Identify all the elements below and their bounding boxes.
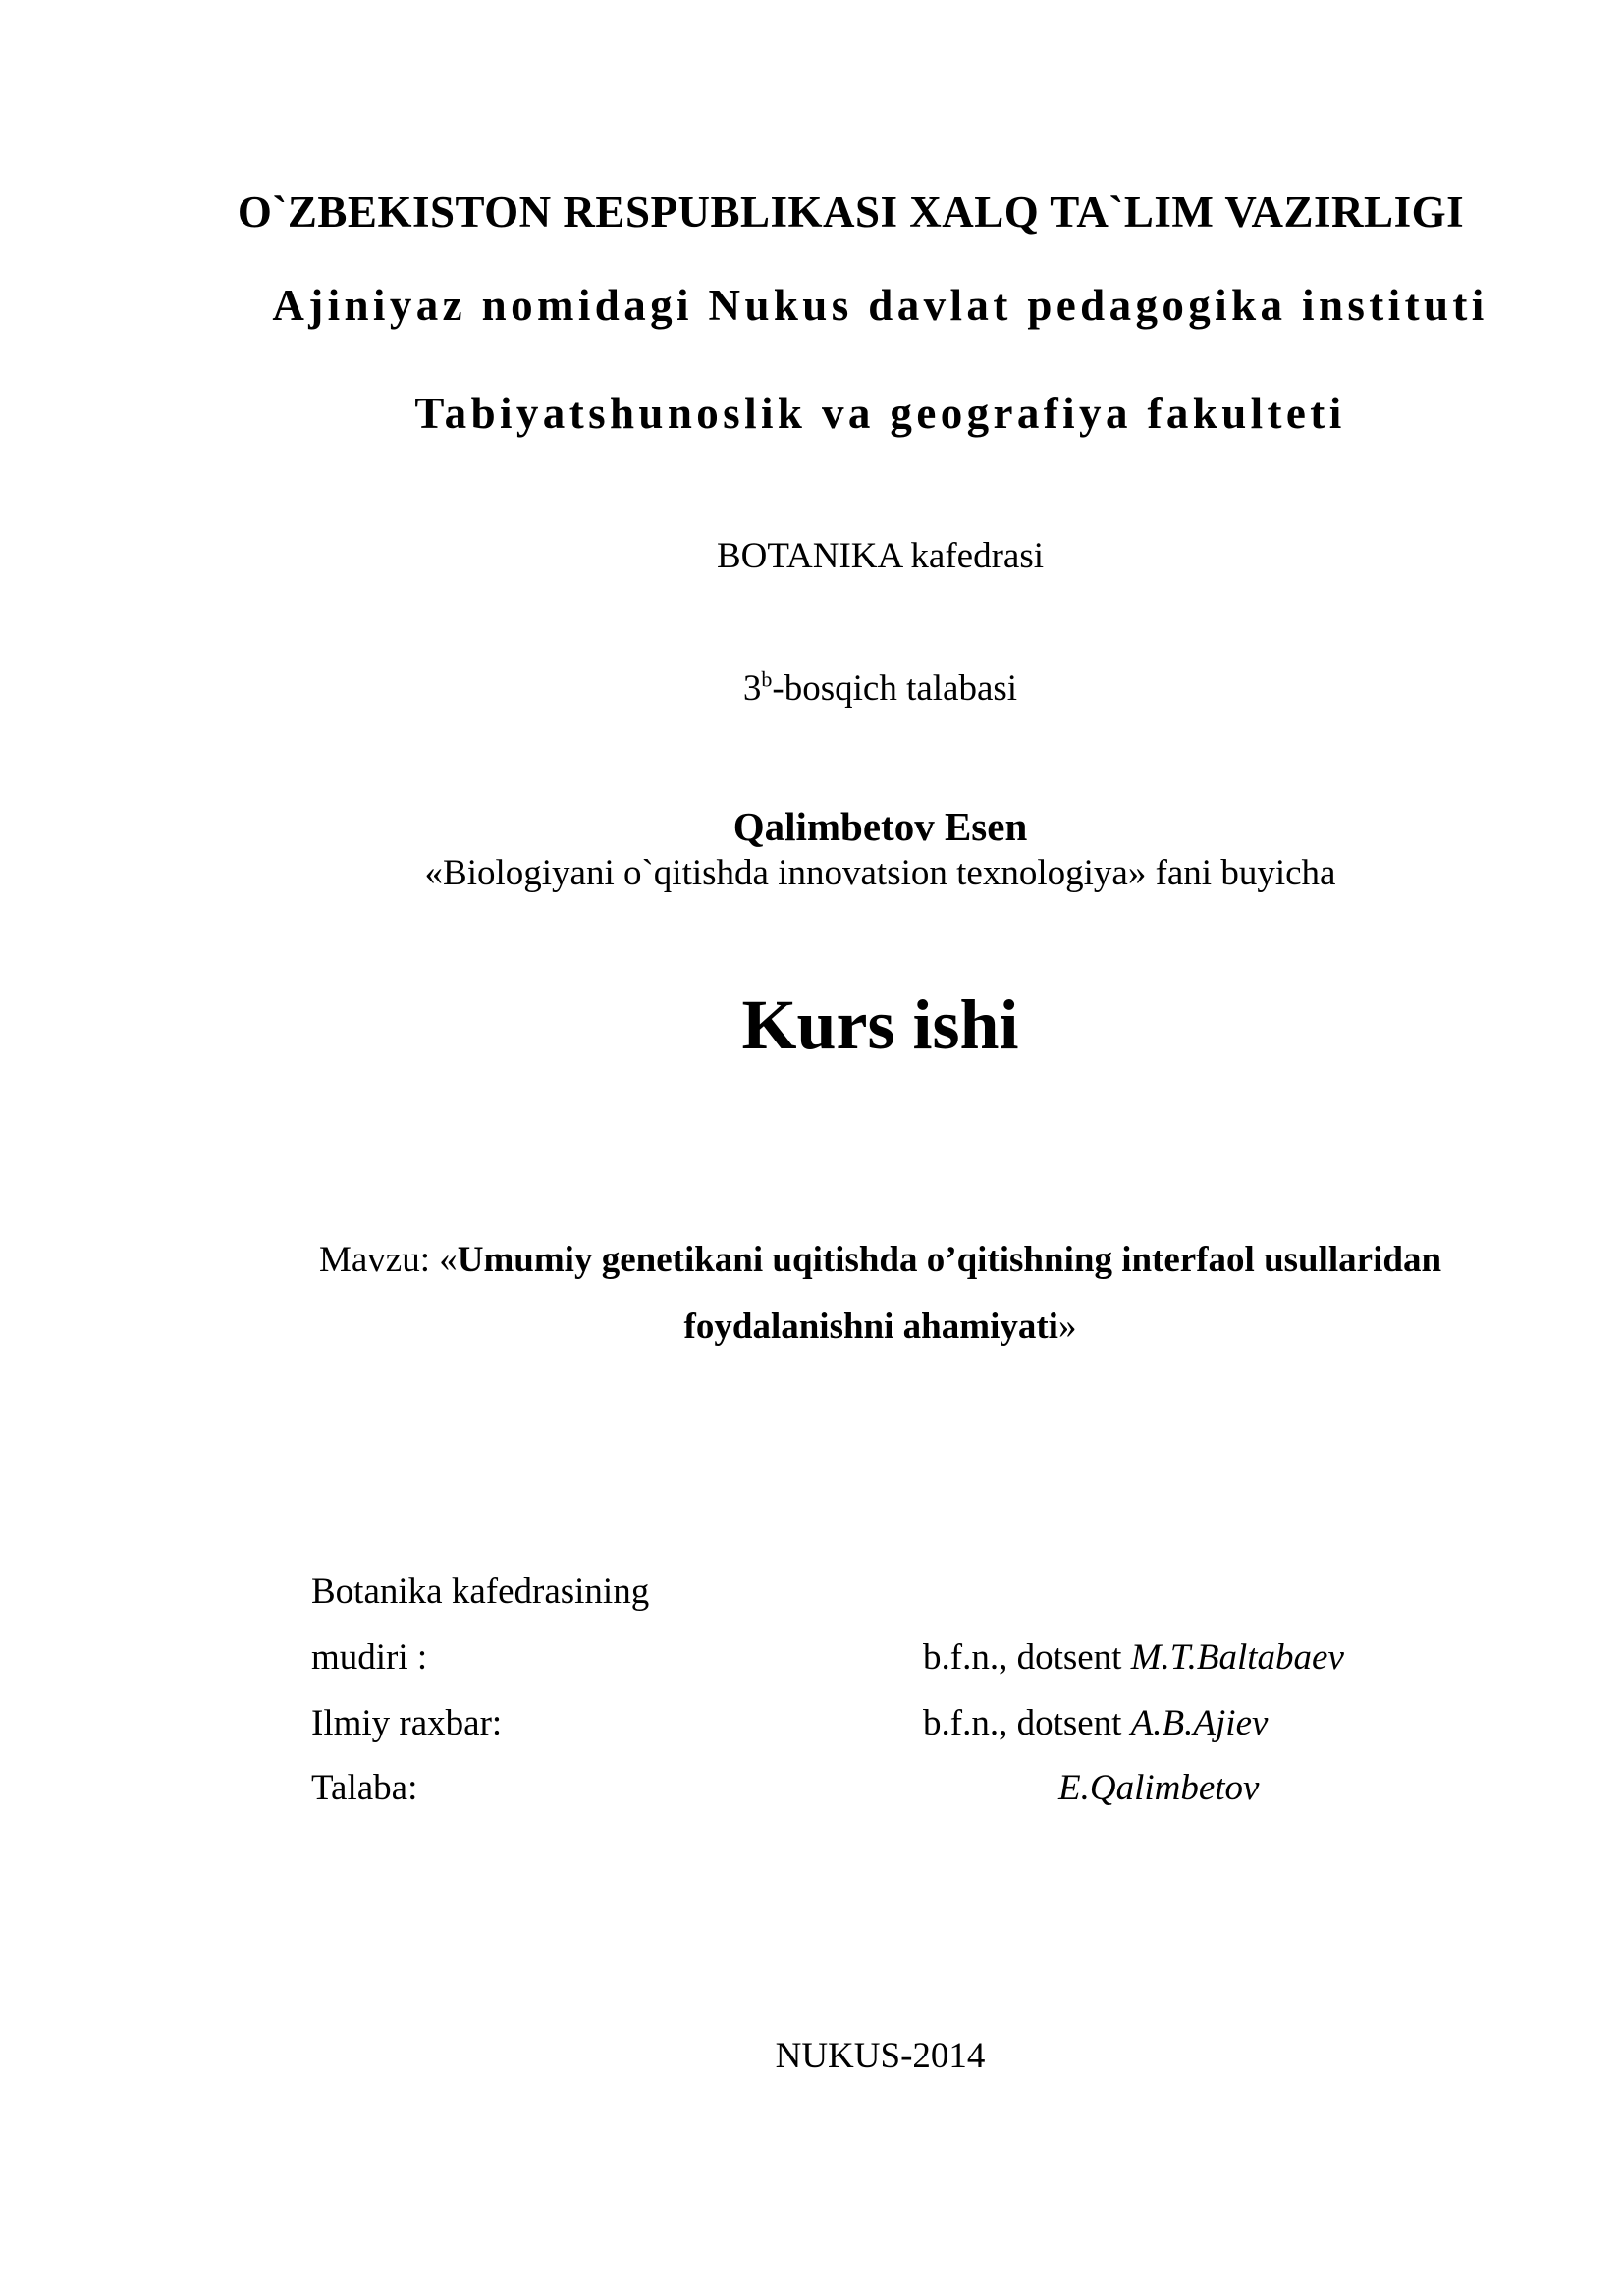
topic-text-2: foydalanishni ahamiyati <box>683 1307 1058 1347</box>
stage-number: 3 <box>742 668 762 709</box>
advisor-signature <box>923 1702 1268 1744</box>
advisor-title: b.f.n., dotsent <box>923 1703 1131 1743</box>
stage-superscript: b <box>761 667 773 692</box>
head-name: M.T.Baltabaev <box>1130 1637 1344 1678</box>
department-name: BOTANIKA kafedrasi <box>716 536 1045 576</box>
institute-heading: Ajiniyaz nomidagi Nukus davlat pedagogika instituti <box>272 281 1488 330</box>
subject-line: «Biologiyani o`qitishda innovatsion texnologiya» fani buyicha <box>424 853 1336 893</box>
advisor-label: Ilmiy raxbar: <box>311 1703 503 1743</box>
stage-text: -bosqich talabasi <box>772 668 1018 709</box>
topic-text-1: Umumiy genetikani uqitishda o’qitishning interfaol usullaridan <box>457 1240 1442 1280</box>
topic-prefix: Mavzu: « <box>318 1240 458 1280</box>
ministry-heading: O`ZBEKISTON RESPUBLIKASI XALQ TA`LIM VAZIRLIGI <box>237 187 1465 237</box>
topic-suffix: » <box>1057 1307 1077 1347</box>
head-label-line-2: mudiri : <box>311 1637 428 1678</box>
topic-line-1 <box>69 1239 1623 1281</box>
student-stage <box>69 667 1623 710</box>
head-label-line-1: Botanika kafedrasining <box>311 1572 650 1612</box>
student-signature: E.Qalimbetov <box>1058 1768 1260 1808</box>
topic-line-2 <box>69 1306 1623 1348</box>
faculty-heading: Tabiyatshunoslik va geografiya fakulteti <box>414 389 1346 438</box>
student-label: Talaba: <box>311 1768 418 1808</box>
head-signature <box>923 1636 1344 1679</box>
student-name: Qalimbetov Esen <box>732 804 1028 849</box>
work-type-title: Kurs ishi <box>741 986 1019 1064</box>
advisor-name: A.B.Ajiev <box>1130 1703 1269 1743</box>
city-year: NUKUS-2014 <box>775 2036 986 2076</box>
head-title: b.f.n., dotsent <box>923 1637 1131 1678</box>
